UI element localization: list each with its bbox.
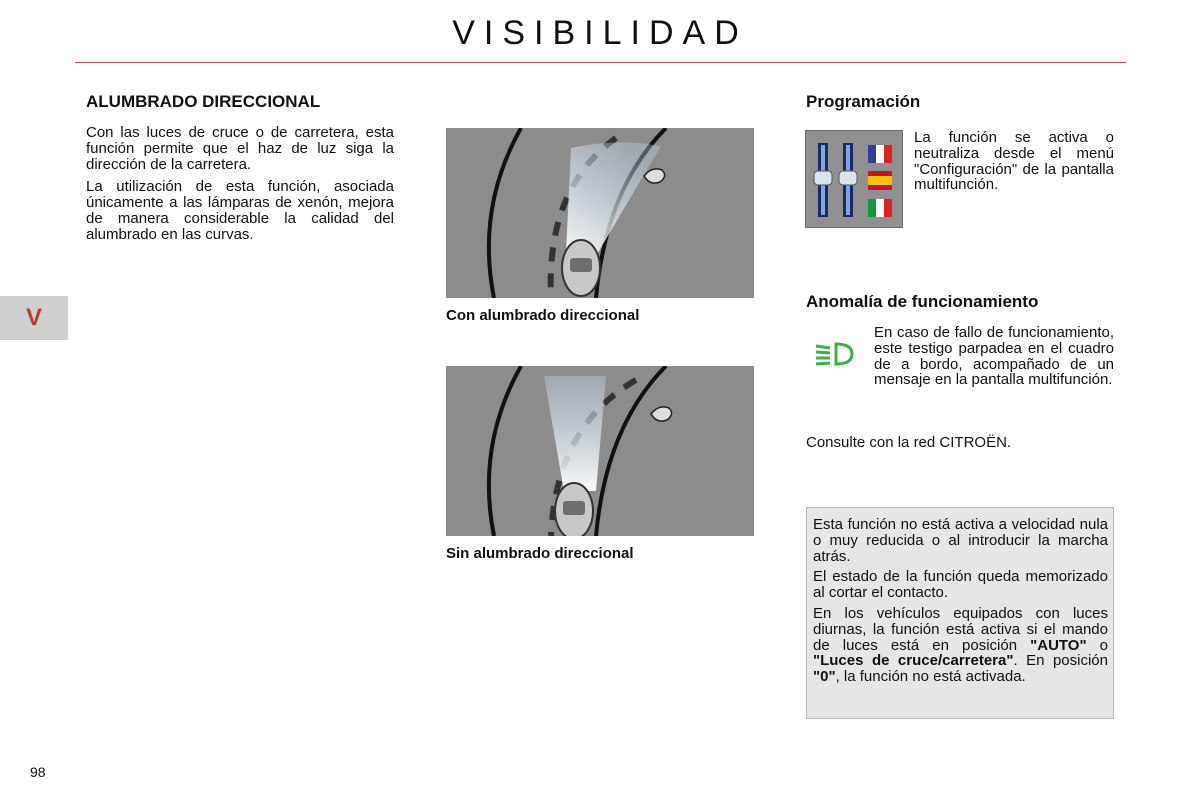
- headlamp-warning-icon: [812, 340, 856, 368]
- figure-caption: Sin alumbrado direccional: [446, 545, 634, 562]
- display-settings-icon: [805, 130, 903, 228]
- programacion-text: La función se activa o neutraliza desde el menú "Configuración" de la pantalla multifunción.: [914, 129, 1114, 194]
- note-paragraph: Esta función no está activa a velocidad nula o muy reducida o al introducir la marcha atrás.: [813, 516, 1108, 565]
- note-bold-lights: "Luces de cruce/carretera": [813, 652, 1014, 670]
- anomalia-text: En caso de fallo de funcionamiento, este testigo parpadea en el cuadro de a bordo, acompañado de un mensaje en la pantalla multifunción.: [874, 324, 1114, 389]
- page-number: 98: [30, 764, 46, 780]
- note-paragraph: El estado de la función queda memorizado al cortar el contacto.: [813, 568, 1108, 602]
- road-illustration: [446, 128, 754, 298]
- programacion-heading: Programación: [806, 92, 921, 111]
- road-illustration: [446, 366, 754, 536]
- section-tab: [0, 296, 68, 340]
- note-text: . En posición: [1013, 652, 1108, 670]
- note-text: En los vehículos equipados con luces diurnas, la función está activa si el mando de luces está en posición: [813, 604, 1108, 654]
- figure-caption: Con alumbrado direccional: [446, 307, 640, 324]
- paragraph: Con las luces de cruce o de carretera, esta función permite que el haz de luz siga la dirección de la carretera.: [86, 124, 394, 173]
- note-text: o: [1086, 636, 1108, 654]
- anomalia-followup: Consulte con la red CITROËN.: [806, 434, 1012, 451]
- section-heading: ALUMBRADO DIRECCIONAL: [86, 92, 321, 111]
- paragraph: La utilización de esta función, asociada únicamente a las lámparas de xenón, mejora de manera considerable la calidad del alumbrado en las curvas.: [86, 178, 394, 243]
- note-bold-auto: "AUTO": [1030, 636, 1087, 654]
- figure-without-directional-lighting: [446, 366, 754, 536]
- note-paragraph: [813, 606, 1108, 685]
- section-tab-letter: V: [25, 304, 42, 331]
- title-divider: [75, 62, 1126, 63]
- anomalia-heading: Anomalía de funcionamiento: [806, 292, 1039, 311]
- figure-with-directional-lighting: [446, 128, 754, 298]
- left-column: [86, 92, 394, 243]
- note-box: [806, 507, 1114, 719]
- note-text: , la función no está activada.: [835, 668, 1026, 686]
- note-bold-zero: "0": [813, 668, 836, 686]
- page-title: VISIBILIDAD: [452, 14, 748, 52]
